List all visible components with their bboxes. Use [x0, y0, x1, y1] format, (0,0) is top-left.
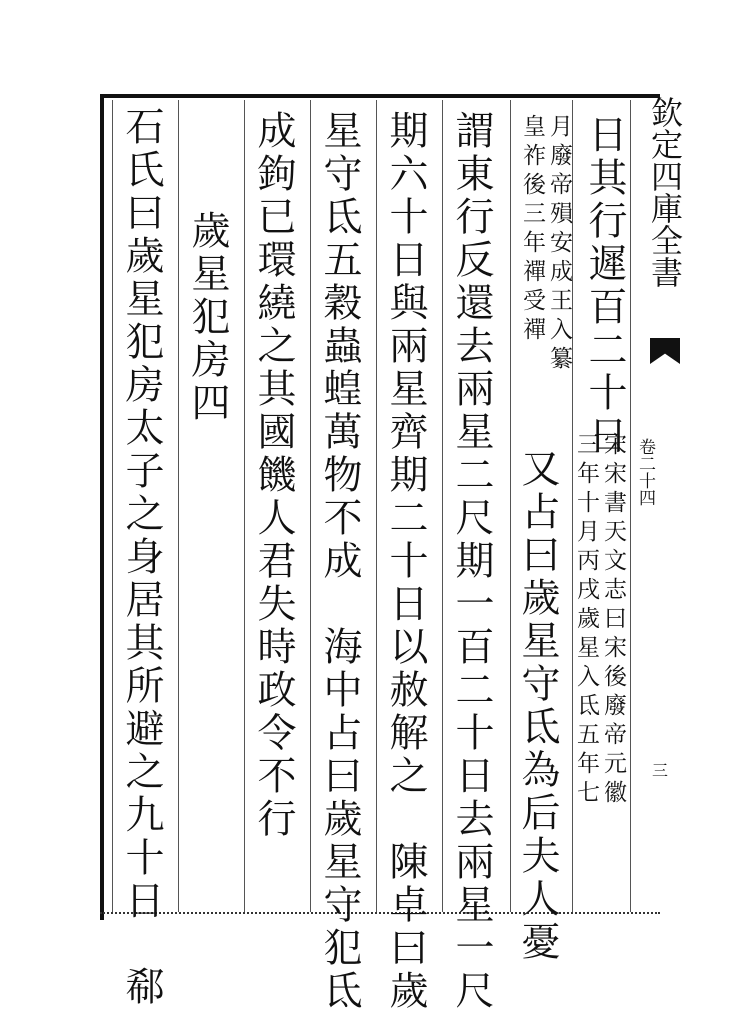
column-rule: [510, 100, 511, 912]
column-rule: [244, 100, 245, 912]
text-column-2: 又占曰歲星守氐為后夫人憂: [515, 448, 560, 964]
section-heading: 歲星犯房四: [185, 210, 230, 425]
text-column-1: 日其行遲百二十日: [582, 114, 627, 458]
column-rule: [178, 100, 179, 912]
annotation-column-2: 三年十月丙戌歲星入氐五年七: [573, 432, 599, 809]
frame-bottom-border: [100, 912, 660, 914]
fishtail-mark-icon: [650, 338, 680, 364]
text-column-5: 星守氐五穀蟲蝗萬物不成 海中占曰歲星守犯氐: [317, 110, 362, 1013]
text-column-7: 石氏曰歲星犯房太子之身居其所避之九十日 郗: [119, 106, 164, 1009]
column-rule: [112, 100, 113, 912]
frame-top-border: [100, 94, 660, 98]
text-column-3: 謂東行反還去兩星二尺期一百二十日去兩星一尺: [449, 110, 494, 1013]
annotation-column-4: 皇祚後三年禪受禪: [519, 114, 545, 346]
text-column-4: 期六十日與兩星齊期二十日以赦解之 陳卓曰歲: [383, 110, 428, 1013]
annotation-column-1: 宋宋書天文志曰宋後廢帝元徽: [600, 432, 626, 809]
margin-juan-label: 卷二十四: [635, 438, 655, 506]
margin-page-mark: 三: [652, 761, 669, 780]
column-rule: [376, 100, 377, 912]
column-rule: [442, 100, 443, 912]
column-rule: [310, 100, 311, 912]
frame-left-border: [100, 94, 104, 920]
annotation-column-3: 月廢帝殞安成王入纂: [546, 114, 572, 375]
text-column-6: 成鉤已環繞之其國饑人君失時政令不行: [251, 110, 296, 841]
margin-book-title: 欽定四庫全書: [646, 96, 684, 288]
column-rule: [630, 100, 631, 912]
